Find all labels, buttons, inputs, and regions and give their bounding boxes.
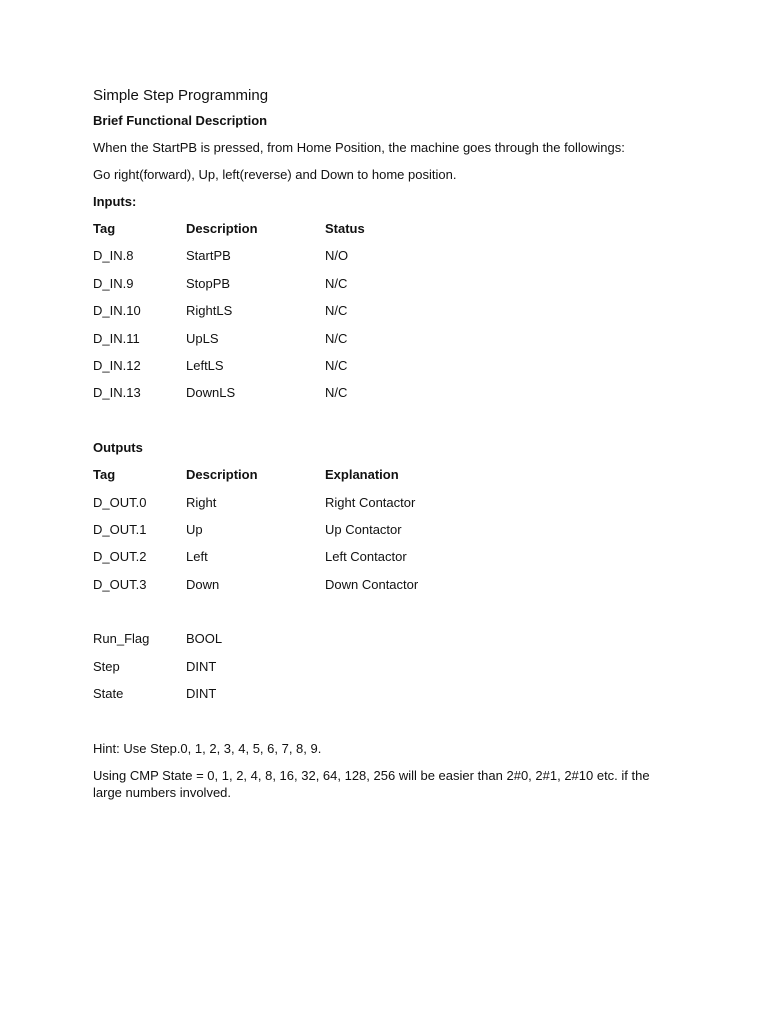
description-cell: UpLS (186, 330, 219, 346)
description-cell: Down (186, 576, 220, 592)
description-cell: LeftLS (186, 357, 224, 373)
inputs-heading: Inputs: (93, 194, 137, 209)
outputs-col-tag: Tag (93, 467, 116, 483)
document-content (93, 86, 693, 801)
tag-cell: D_IN.12 (93, 357, 141, 373)
tag-cell: D_OUT.3 (93, 576, 147, 592)
section-heading: Brief Functional Description (93, 113, 268, 128)
table-row (93, 685, 693, 712)
description-cell: Left (186, 549, 208, 565)
table-row (93, 576, 693, 603)
description-cell: RightLS (186, 303, 233, 319)
tag-cell: D_OUT.0 (93, 494, 147, 510)
table-row (93, 658, 693, 685)
tag-cell: D_IN.11 (93, 330, 140, 346)
explanation-cell: Right Contactor (325, 494, 416, 510)
tags-table (93, 630, 693, 712)
status-cell: N/C (325, 357, 348, 373)
outputs-heading: Outputs (93, 440, 143, 456)
explanation-cell: Down Contactor (325, 576, 419, 592)
description-cell: StopPB (186, 275, 231, 291)
description-cell: Up (186, 521, 203, 537)
description-cell: Right (186, 494, 217, 510)
document-title: Simple Step Programming (93, 87, 269, 104)
tag-name-cell: State (93, 686, 124, 702)
explanation-cell: Up Contactor (325, 521, 402, 537)
table-row (93, 521, 693, 548)
status-cell: N/O (325, 248, 349, 264)
table-row (93, 548, 693, 575)
status-cell: N/C (325, 303, 348, 319)
tag-cell: D_IN.10 (93, 303, 141, 319)
table-row (93, 302, 693, 329)
inputs-header-row (93, 220, 693, 247)
table-row (93, 247, 693, 274)
hint-line-1: Hint: Use Step.0, 1, 2, 3, 4, 5, 6, 7, 8, 9. (93, 741, 322, 757)
tag-cell: D_IN.13 (93, 385, 141, 401)
table-row (93, 330, 693, 357)
explanation-cell: Left Contactor (325, 549, 407, 565)
tag-cell: D_OUT.2 (93, 549, 147, 565)
inputs-col-description: Description (186, 221, 258, 236)
table-row (93, 275, 693, 302)
description-cell: StartPB (186, 248, 231, 264)
tag-type-cell: BOOL (186, 631, 223, 647)
table-row (93, 384, 693, 411)
status-cell: N/C (325, 330, 348, 346)
table-row (93, 494, 693, 521)
status-cell: N/C (325, 385, 348, 401)
spacer (93, 713, 693, 740)
inputs-col-status: Status (325, 221, 365, 236)
inputs-col-tag: Tag (93, 221, 116, 236)
description-line-2: Go right(forward), Up, left(reverse) and Down to home position. (93, 167, 457, 182)
table-row (93, 630, 693, 657)
tag-type-cell: DINT (186, 686, 217, 702)
spacer (93, 412, 693, 439)
tag-name-cell: Step (93, 658, 120, 674)
outputs-col-explanation: Explanation (325, 467, 399, 483)
description-line-1: When the StartPB is pressed, from Home Position, the machine goes through the followings: (93, 140, 625, 155)
tag-type-cell: DINT (186, 658, 217, 674)
inputs-table (93, 220, 693, 412)
tag-cell: D_IN.9 (93, 275, 134, 291)
tag-cell: D_OUT.1 (93, 521, 147, 537)
outputs-col-description: Description (186, 467, 258, 483)
table-row (93, 357, 693, 384)
outputs-table (93, 466, 693, 603)
tag-cell: D_IN.8 (93, 248, 134, 264)
status-cell: N/C (325, 275, 348, 291)
tag-name-cell: Run_Flag (93, 631, 150, 647)
hint-line-2: Using CMP State = 0, 1, 2, 4, 8, 16, 32, 64, 128, 256 will be easier than 2#0, 2#1, 2#10 etc. if the large numbers involved. (93, 768, 650, 801)
outputs-header-row (93, 466, 693, 493)
description-cell: DownLS (186, 385, 236, 401)
spacer (93, 603, 693, 630)
